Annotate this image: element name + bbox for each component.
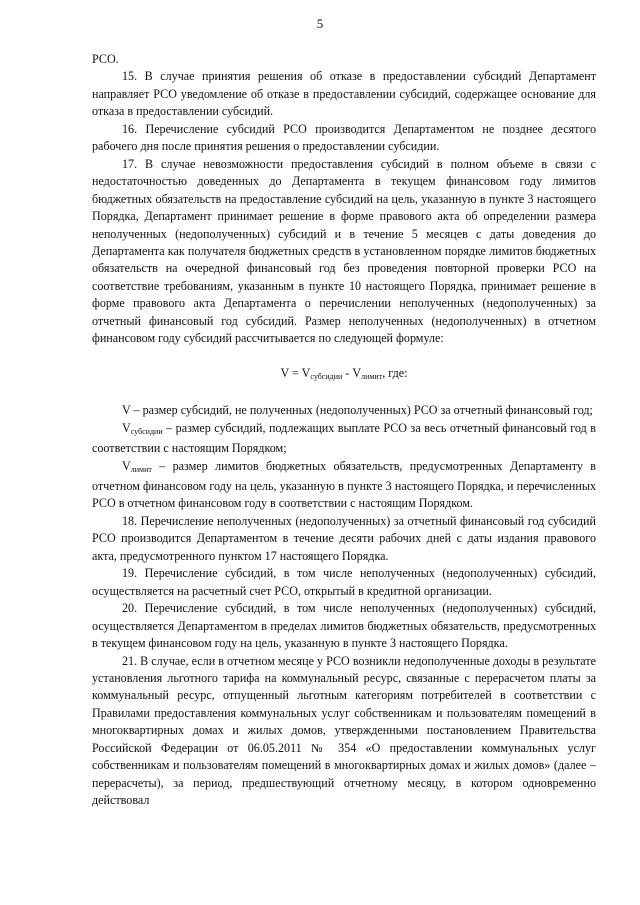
formula (92, 365, 596, 385)
formula-minus: - V (342, 365, 362, 380)
paragraph-18: 18. Перечисление неполученных (недополученных) за отчетный финансовый год субсидий РСО производится Департаментом в течение десяти рабочих дней с даты издания правового акта, предусмотренного пунктом 17 настоящего Порядка. (92, 513, 596, 563)
paragraph-20: 20. Перечисление субсидий, в том числе неполученных (недополученных) субсидий, осуществляется Департаментом в пределах лимитов бюджетных обязательств, предусмотренных в текущем финансовом году на цель, указанную в пункте 3 настоящего Порядка. (92, 601, 596, 651)
document-body (92, 51, 596, 810)
formula-tail: , где: (382, 365, 408, 380)
paragraph-17: 17. В случае невозможности предоставления субсидий в полном объеме в связи с недостаточностью доведенных до Департамента в текущем финансовом году лимитов бюджетных обязательств на предоставление субсидий на цель, указанную в пункте 3 настоящего Порядка, Департамент принимает решение в форме правового акта об определении размера неполученных (недополученных) субсидий и в течение 5 месяцев с даты доведения до Департамента как получателя бюджетных средств в установленном порядке лимитов бюджетных обязательств на очередной финансовый год без проведения повторной проверки РСО на соответствие требованиям, указанным в пункте 10 настоящего Порядка, принимает решение в форме правового акта Департамента о перечислении неполученных (недополученных) за отчетный финансовый год субсидий. Размер неполученных (недополученных) в отчетном финансовом году субсидий рассчитывается по следующей формуле: (92, 156, 596, 346)
definition-v: V – размер субсидий, не полученных (недополученных) РСО за отчетный финансовый год; (122, 403, 593, 418)
paragraph-16: 16. Перечисление субсидий РСО производится Департаментом не позднее десятого рабочего дня после принятия решения о предоставлении субсидии. (92, 121, 596, 154)
formula-subscript-subsidy: субсидии (310, 371, 343, 381)
definition-v-limit-text: – размер лимитов бюджетных обязательств, предусмотренных Департаменту в отчетном финансовом году на цель, указанную в пункте 3 настоящего Порядка, и перечисленных РСО в отчетном финансовом году в соответствии с настоящим Порядком. (92, 458, 596, 511)
definition-v-limit-subscript: лимит (130, 464, 152, 474)
definition-v-subsidy-text: – размер субсидий, подлежащих выплате РСО за весь отчетный финансовый год в соответствии с настоящим Порядком; (92, 420, 596, 456)
definition-v-subsidy (92, 420, 596, 458)
paragraph-21: 21. В случае, если в отчетном месяце у РСО возникли недополученные доходы в результате установления льготного тарифа на коммунальный ресурс, связанные с перерасчетом платы за коммунальный ресурс, отпущенный льготным категориям потребителей в соответствии с Правилами предоставления коммунальных услуг собственникам и пользователям помещений в многоквартирных домах и жилых домов, утвержденными постановлением Правительства Российской Федерации от 06.05.2011 № 354 «О предоставлении коммунальных услуг собственникам и пользователям помещений в многоквартирных домах и жилых домов» (далее – перерасчеты), за период, предшествующий отчетному месяцу, в котором одновременно действовал (92, 653, 596, 808)
definition-v-subsidy-symbol: V (122, 420, 131, 435)
definition-v-subsidy-subscript: субсидии (130, 426, 163, 436)
formula-subscript-limit: лимит (361, 371, 383, 381)
definition-v-limit-symbol: V (122, 458, 131, 473)
paragraph-continuation: РСО. (92, 52, 119, 66)
paragraph-19: 19. Перечисление субсидий, в том числе неполученных (недополученных) субсидий, осуществляется на расчетный счет РСО, открытый в кредитной организации. (92, 566, 596, 598)
page-number: 5 (316, 16, 324, 31)
formula-lhs: V = V (280, 365, 311, 380)
paragraph-15: 15. В случае принятия решения об отказе в предоставлении субсидий Департамент направляет РСО уведомление об отказе в предоставлении субсидий, содержащее основание для отказа в предоставлении субсидий. (92, 69, 596, 119)
definition-v-limit (92, 458, 596, 513)
